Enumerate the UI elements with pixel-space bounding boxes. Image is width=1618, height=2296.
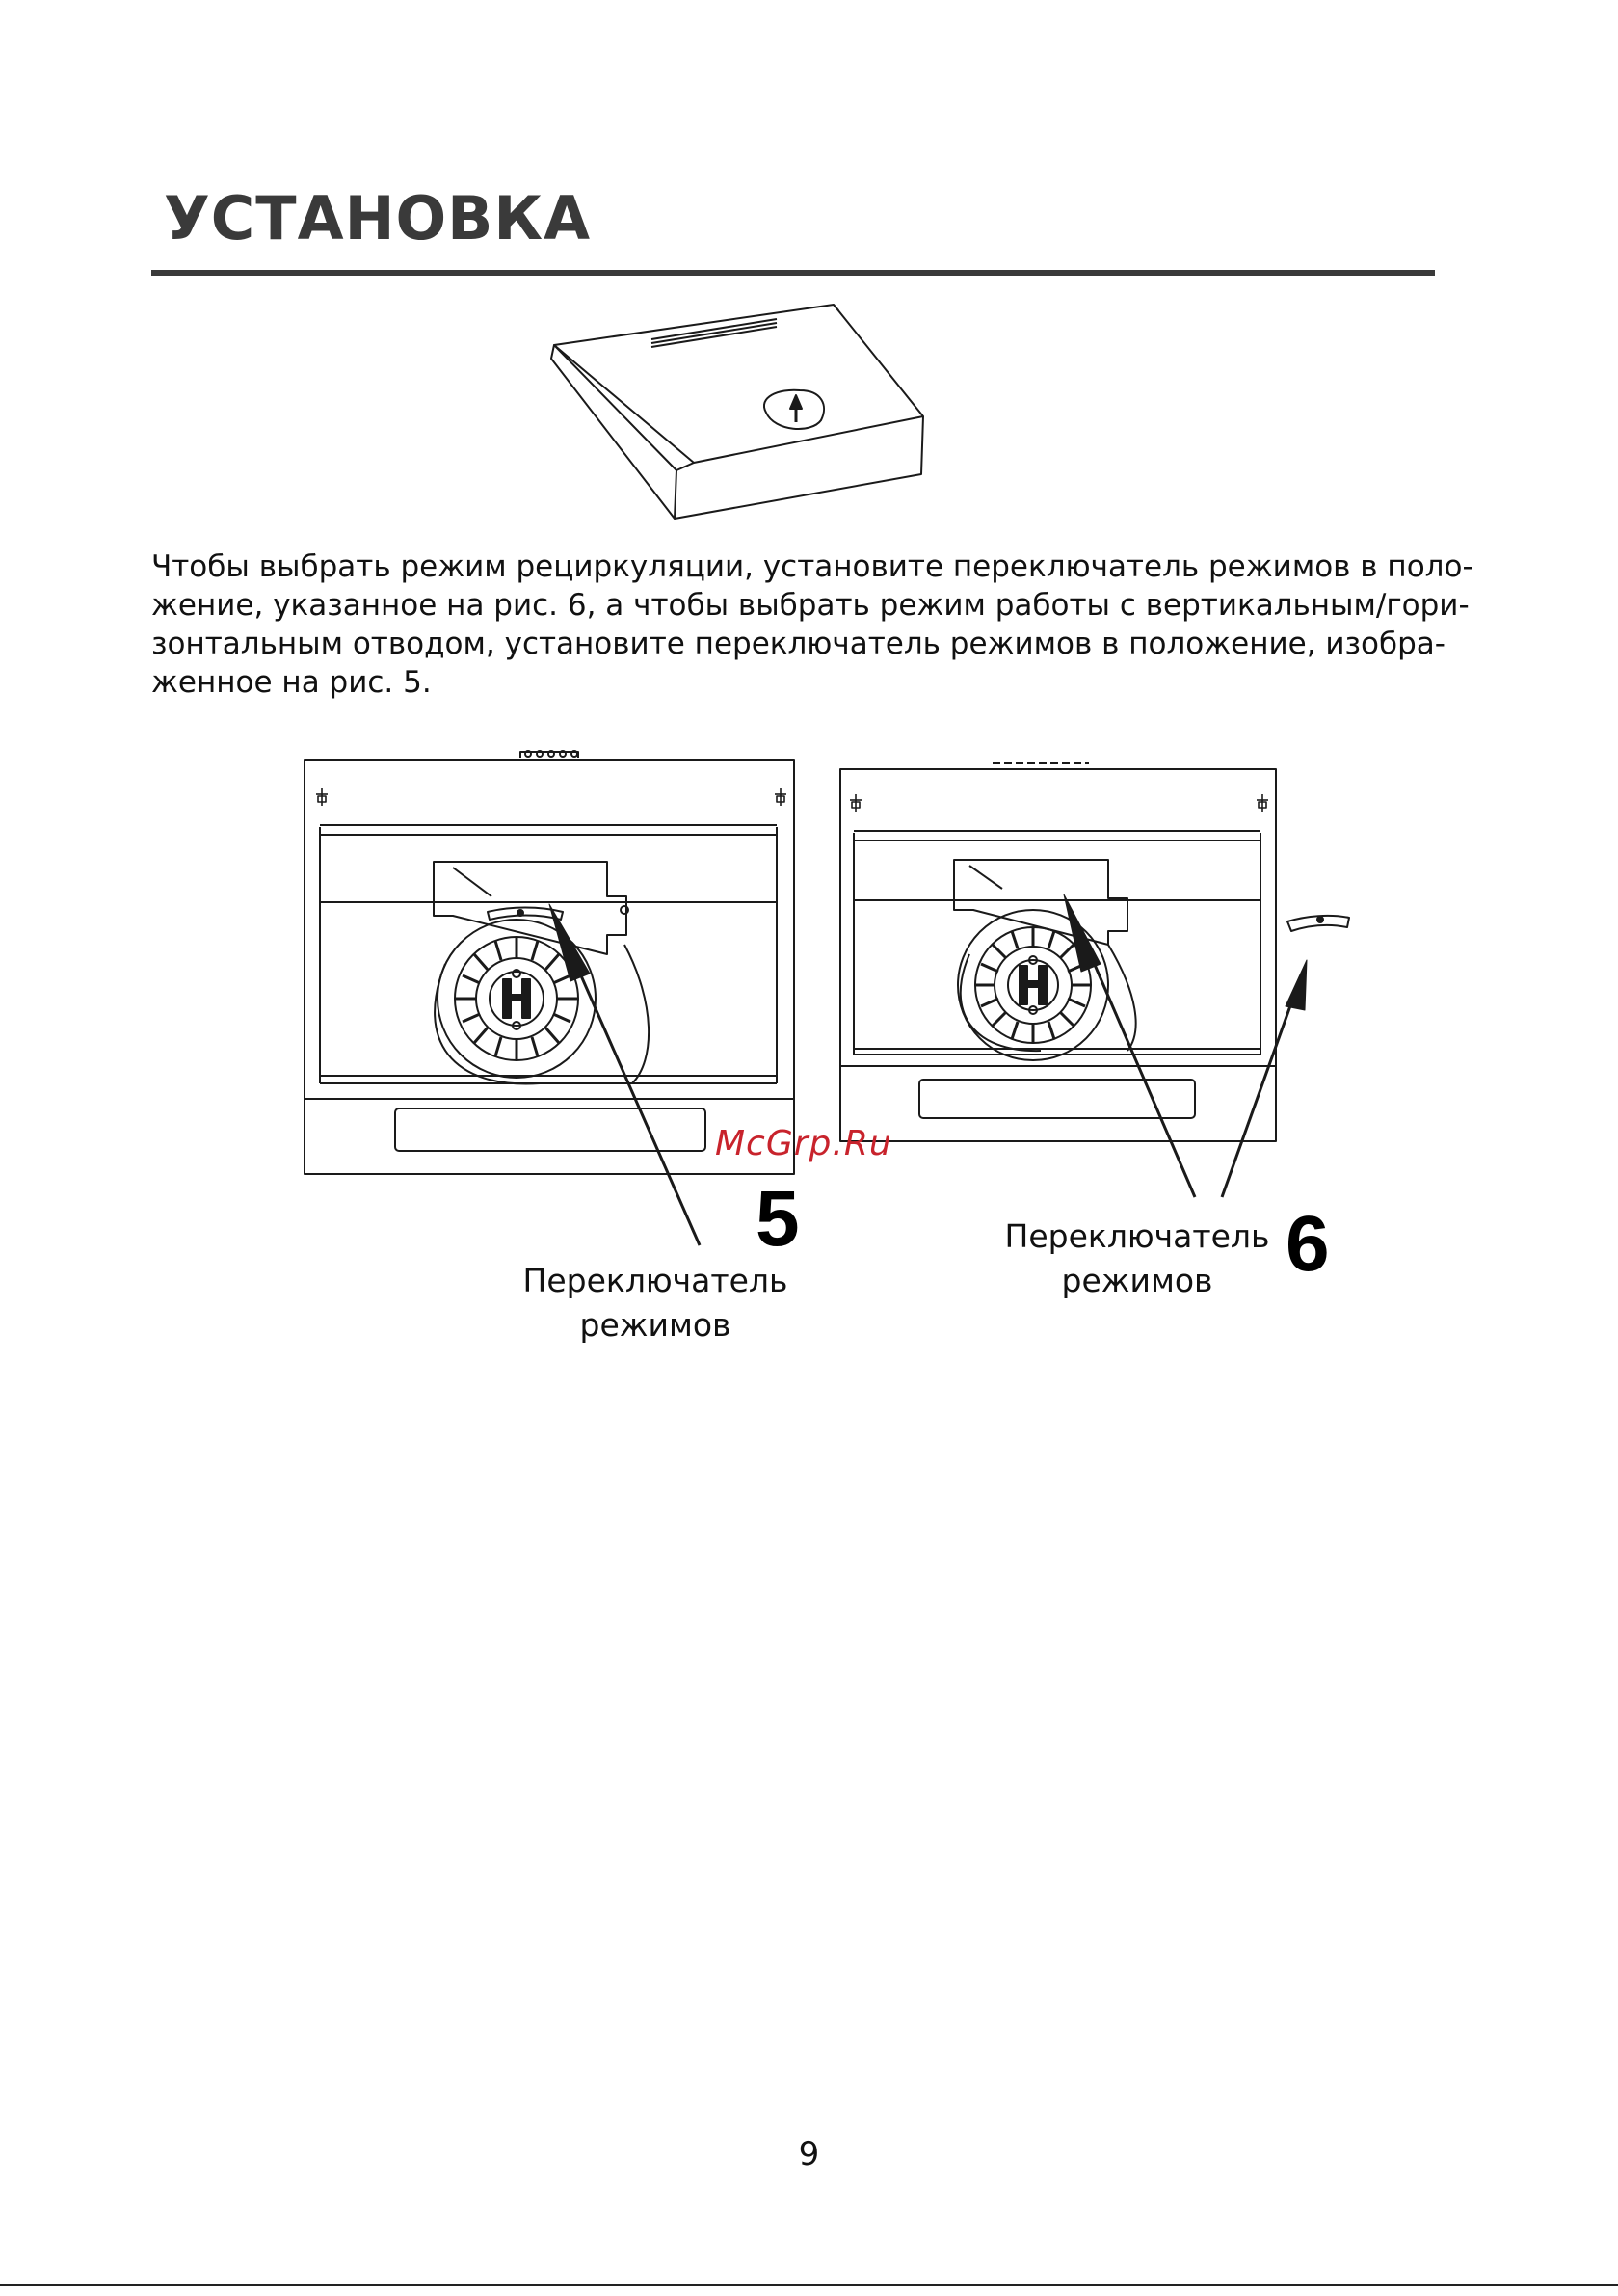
- paragraph-line: жение, указанное на рис. 6, а чтобы выбрать режим работы с вертикальным/гори-: [151, 588, 1470, 623]
- figure-6-number: 6: [1286, 1200, 1330, 1288]
- page-title: УСТАНОВКА: [164, 183, 592, 254]
- figure-6-caption: [983, 1215, 1291, 1303]
- paragraph-line: зонтальным отводом, установите переключатель режимов в положение, изобра-: [151, 627, 1446, 661]
- paragraph-line: женное на рис. 5.: [151, 665, 432, 700]
- caption-line: режимов: [579, 1306, 731, 1344]
- bottom-divider: [0, 2284, 1618, 2286]
- hood-top-view-drawing: [551, 305, 923, 519]
- instruction-paragraph: [151, 547, 1500, 702]
- figure-6-drawing: [840, 763, 1349, 1197]
- figure-5-drawing: [305, 751, 794, 1245]
- caption-line: Переключатель: [1004, 1217, 1270, 1255]
- figure-5-number: 5: [756, 1175, 800, 1263]
- watermark: McGrp.Ru: [715, 1124, 892, 1163]
- figure-5-caption: [501, 1259, 809, 1348]
- caption-line: Переключатель: [522, 1262, 788, 1299]
- caption-line: режимов: [1061, 1262, 1213, 1299]
- paragraph-line: Чтобы выбрать режим рециркуляции, установите переключатель режимов в поло-: [151, 549, 1473, 584]
- page-number: 9: [798, 2135, 820, 2174]
